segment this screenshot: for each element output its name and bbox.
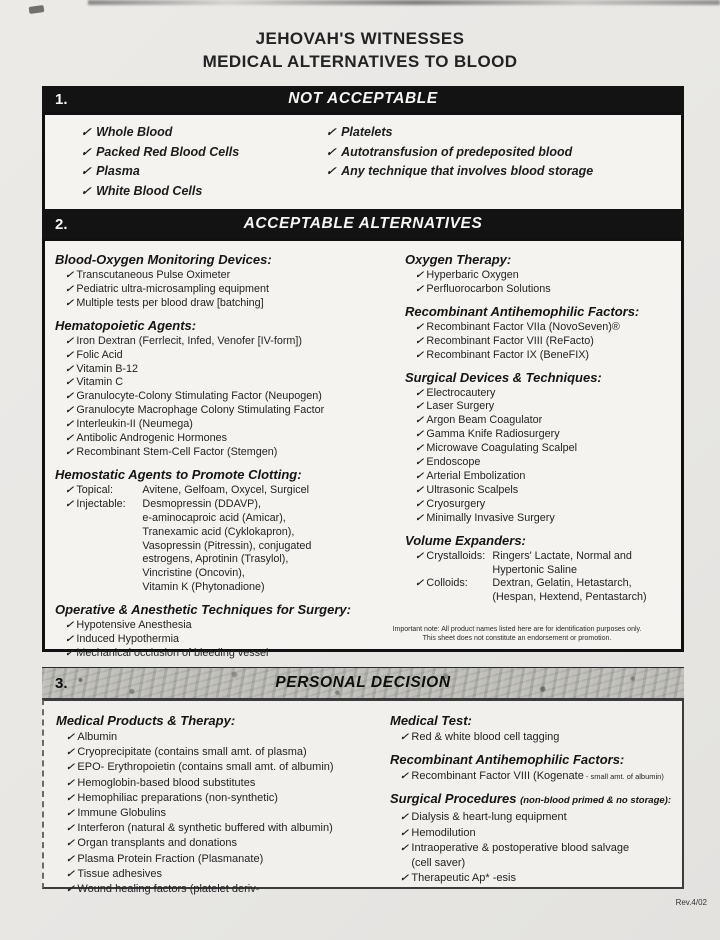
check-icon: ✓ xyxy=(64,484,75,496)
check-item xyxy=(65,390,401,404)
section1-title: NOT ACCEPTABLE xyxy=(288,90,438,107)
check-item xyxy=(65,498,401,595)
group-blood-oxygen-monitoring xyxy=(55,252,401,311)
item-text: Hypotensive Anesthesia xyxy=(76,619,192,632)
check-icon: ✓ xyxy=(64,433,75,445)
check-icon: ✓ xyxy=(414,578,425,590)
group-items xyxy=(405,321,673,363)
check-icon: ✓ xyxy=(64,419,75,431)
group-heading: Volume Expanders: xyxy=(405,532,526,548)
check-icon: ✓ xyxy=(325,125,338,139)
group-surgical-devices xyxy=(405,370,673,526)
group-heading: Medical Test: xyxy=(390,713,472,728)
check-item xyxy=(66,867,388,882)
item-text: Laser Surgery xyxy=(426,400,495,413)
item-line: (Hespan, Hextend, Pentastarch) xyxy=(492,591,647,604)
check-icon: ✓ xyxy=(325,144,338,159)
item-text xyxy=(492,550,632,578)
group-heading: Recombinant Antihemophilic Factors: xyxy=(390,752,625,768)
item-line: Intraoperative & postoperative blood salvage xyxy=(411,841,630,854)
item-text: Antibolic Androgenic Hormones xyxy=(76,432,228,445)
check-icon: ✓ xyxy=(414,270,425,281)
check-item xyxy=(66,836,388,851)
group-hemostatic-agents xyxy=(55,467,401,595)
important-note xyxy=(367,626,667,643)
group-heading: Surgical Devices & Techniques: xyxy=(405,369,602,385)
check-item xyxy=(66,791,388,806)
section2-left-column xyxy=(55,245,401,659)
check-icon: ✓ xyxy=(414,335,425,347)
item-text: Plasma Protein Fraction (Plasmanate) xyxy=(77,852,264,865)
item-text: Whole Blood xyxy=(96,125,173,139)
check-item xyxy=(326,123,681,143)
item-text: Vitamin B-12 xyxy=(76,362,139,375)
check-icon: ✓ xyxy=(65,777,76,789)
item-text: Red & white blood cell tagging xyxy=(411,731,560,743)
item-text xyxy=(411,841,629,871)
item-text: Hyperbaric Oxygen xyxy=(426,269,519,281)
check-icon: ✓ xyxy=(64,349,75,361)
important-note-line1: Important note: All product names listed here are for identification purposes only. xyxy=(392,626,642,633)
section-acceptable-alternatives xyxy=(42,210,684,659)
check-item xyxy=(66,776,388,791)
check-item xyxy=(326,143,681,163)
group-items xyxy=(55,484,401,595)
item-text: Recombinant Factor IX (BeneFIX) xyxy=(426,348,590,361)
group-recombinant-antihemophilic-pd xyxy=(390,752,674,784)
check-item xyxy=(66,882,388,897)
item-text: EPO- Erythropoietin (contains small amt. of albumin) xyxy=(77,761,334,774)
check-item xyxy=(66,745,388,760)
check-item xyxy=(65,446,401,460)
item-text: Cryosurgery xyxy=(426,497,486,510)
item-text: Perfluorocarbon Solutions xyxy=(426,282,551,295)
item-text: Immune Globulins xyxy=(77,807,167,820)
check-icon: ✓ xyxy=(64,391,75,403)
check-item xyxy=(415,283,673,297)
check-item xyxy=(65,432,401,446)
check-item xyxy=(65,633,401,647)
check-item xyxy=(415,456,673,470)
check-item xyxy=(326,162,681,182)
section-not-acceptable xyxy=(42,86,684,212)
item-text: Granulocyte-Colony Stimulating Factor (Neupogen) xyxy=(76,390,322,403)
group-items xyxy=(55,269,401,311)
group-operative-anesthetic xyxy=(55,602,401,661)
check-icon: ✓ xyxy=(64,634,75,646)
group-heading: Hemostatic Agents to Promote Clotting: xyxy=(55,466,302,482)
group-items xyxy=(390,730,674,745)
group-items xyxy=(55,619,401,661)
item-text: Autotransfusion of predeposited blood xyxy=(341,144,573,159)
section1-number: 1. xyxy=(55,90,68,108)
check-icon: ✓ xyxy=(65,792,76,804)
check-item xyxy=(65,418,401,432)
group-recombinant-antihemophilic xyxy=(405,304,673,363)
item-text: Platelets xyxy=(341,125,393,139)
item-line: Tranexamic acid (Cyklokapron), xyxy=(142,525,295,538)
group-heading: Operative & Anesthetic Techniques for Surgery: xyxy=(55,602,351,618)
check-item xyxy=(415,498,673,512)
check-item xyxy=(400,769,674,784)
group-heading: Hematopoietic Agents: xyxy=(55,317,197,333)
item-text: Electrocautery xyxy=(426,386,496,399)
check-item xyxy=(415,428,673,442)
check-item xyxy=(65,484,401,498)
check-icon: ✓ xyxy=(414,443,425,455)
check-icon: ✓ xyxy=(64,335,75,347)
group-items xyxy=(55,335,401,460)
section2-right-column xyxy=(401,245,673,649)
item-text: Minimally Invasive Surgery xyxy=(426,511,555,524)
check-item xyxy=(415,335,673,349)
check-icon: ✓ xyxy=(399,732,410,743)
check-icon: ✓ xyxy=(64,270,75,281)
item-text: Folic Acid xyxy=(76,348,123,361)
item-text: Endoscope xyxy=(426,456,481,469)
section3-box xyxy=(42,699,684,896)
page-title-line1: JEHOVAH'S WITNESSES xyxy=(255,29,465,48)
section2-number: 2. xyxy=(55,215,68,233)
page-title xyxy=(0,27,720,73)
check-item xyxy=(65,363,401,377)
item-label: Colloids: xyxy=(426,577,468,590)
item-text: Hemophiliac preparations (non-synthetic) xyxy=(77,791,278,804)
group-heading: Blood-Oxygen Monitoring Devices: xyxy=(55,252,272,267)
check-item xyxy=(65,619,401,633)
item-text: Wound healing factors (platelet deriv- xyxy=(77,883,260,896)
check-icon: ✓ xyxy=(64,405,75,417)
check-icon: ✓ xyxy=(414,387,425,399)
check-icon: ✓ xyxy=(414,401,425,413)
item-text: Therapeutic Ap* -esis xyxy=(411,872,516,885)
check-icon: ✓ xyxy=(65,808,76,820)
item-text: Avitene, Gelfoam, Oxycel, Surgicel xyxy=(142,483,310,496)
check-item xyxy=(415,512,673,526)
group-items xyxy=(56,730,388,897)
section1-column2 xyxy=(326,123,681,209)
item-line: Vitamin K (Phytonadione) xyxy=(142,581,265,594)
group-heading: Recombinant Antihemophilic Factors: xyxy=(405,303,640,319)
scan-smudge-top xyxy=(88,0,720,5)
check-item xyxy=(66,730,388,745)
check-item xyxy=(415,321,673,335)
group-medical-test xyxy=(390,713,674,745)
item-text: Tissue adhesives xyxy=(77,867,162,880)
check-icon: ✓ xyxy=(414,415,425,427)
check-item xyxy=(66,821,388,836)
item-text: Any technique that involves blood storage xyxy=(341,164,594,178)
section1-column1 xyxy=(81,123,326,209)
check-icon: ✓ xyxy=(399,873,410,885)
item-line: Desmopressin (DDAVP), xyxy=(142,497,261,510)
section1-box xyxy=(42,112,684,212)
check-icon: ✓ xyxy=(65,762,76,774)
section3-left-column xyxy=(56,706,388,896)
check-icon: ✓ xyxy=(64,363,75,375)
check-icon: ✓ xyxy=(399,812,410,824)
check-icon: ✓ xyxy=(64,297,75,309)
item-text: Cryoprecipitate (contains small amt. of plasma) xyxy=(77,746,307,759)
group-oxygen-therapy xyxy=(405,252,673,297)
section3-header-bar xyxy=(42,667,684,699)
item-text: Interferon (natural & synthetic buffered with albumin) xyxy=(77,822,333,835)
check-icon: ✓ xyxy=(65,868,76,880)
item-line: Vincristine (Oncovin), xyxy=(142,567,245,580)
check-icon: ✓ xyxy=(399,842,410,854)
check-icon: ✓ xyxy=(65,732,76,743)
item-text: Transcutaneous Pulse Oximeter xyxy=(76,269,231,281)
important-note-line2: This sheet does not constitute an endorsement or promotion. xyxy=(422,634,612,642)
check-icon: ✓ xyxy=(414,321,425,333)
check-icon: ✓ xyxy=(65,747,76,759)
item-text: Ultrasonic Scalpels xyxy=(426,483,519,496)
check-icon: ✓ xyxy=(414,550,425,562)
check-item xyxy=(81,162,326,182)
item-label: Topical: xyxy=(76,483,113,496)
check-icon: ✓ xyxy=(399,771,410,783)
check-item xyxy=(415,269,673,283)
check-item xyxy=(66,760,388,775)
item-text: Gamma Knife Radiosurgery xyxy=(426,428,560,441)
check-item xyxy=(65,349,401,363)
check-item xyxy=(415,387,673,401)
check-item xyxy=(400,826,674,841)
item-text: Organ transplants and donations xyxy=(77,837,237,850)
check-item xyxy=(415,400,673,414)
check-item xyxy=(415,414,673,428)
item-text xyxy=(142,498,311,595)
check-icon: ✓ xyxy=(65,823,76,835)
check-icon: ✓ xyxy=(65,853,76,865)
scan-mark-corner xyxy=(29,5,45,14)
check-item xyxy=(65,376,401,390)
group-medical-products-therapy xyxy=(56,713,388,897)
group-items xyxy=(405,387,673,526)
group-items xyxy=(405,550,673,606)
group-heading: Medical Products & Therapy: xyxy=(56,713,236,728)
group-hematopoietic-agents xyxy=(55,318,401,460)
item-text: Dialysis & heart-lung equipment xyxy=(411,811,567,824)
check-item xyxy=(65,647,401,661)
group-heading-qualifier: (non-blood primed & no storage): xyxy=(520,795,671,807)
item-text: White Blood Cells xyxy=(96,183,203,198)
check-item xyxy=(65,335,401,349)
item-label: Crystalloids: xyxy=(426,549,486,562)
item-small-text: - small amt. of albumin) xyxy=(583,772,664,782)
section3-number: 3. xyxy=(55,674,68,692)
item-label: Injectable: xyxy=(76,497,126,510)
check-item xyxy=(415,442,673,456)
item-line: (cell saver) xyxy=(411,857,466,870)
check-icon: ✓ xyxy=(414,470,425,482)
group-volume-expanders xyxy=(405,533,673,606)
check-icon: ✓ xyxy=(64,377,75,389)
check-icon: ✓ xyxy=(64,620,75,632)
check-icon: ✓ xyxy=(414,429,425,441)
item-text: Vitamin C xyxy=(76,376,123,389)
group-items xyxy=(390,810,674,886)
item-text: Albumin xyxy=(77,731,118,743)
check-icon: ✓ xyxy=(414,457,425,469)
item-text: Recombinant Factor VIIa (NovoSeven)® xyxy=(426,320,620,333)
check-item xyxy=(400,730,674,745)
check-icon: ✓ xyxy=(80,144,93,159)
section1-header-bar xyxy=(42,86,684,112)
check-item xyxy=(415,470,673,484)
check-item xyxy=(400,810,674,825)
item-text: Mechanical occlusion of bleeding vessel xyxy=(76,646,269,659)
check-item xyxy=(65,269,401,283)
item-text: Plasma xyxy=(96,164,140,178)
item-text: Recombinant Stem-Cell Factor (Stemgen) xyxy=(76,445,278,458)
check-icon: ✓ xyxy=(80,125,93,139)
check-item xyxy=(66,852,388,867)
check-icon: ✓ xyxy=(64,283,75,295)
group-items xyxy=(390,769,674,784)
check-item xyxy=(66,806,388,821)
section3-title: PERSONAL DECISION xyxy=(275,674,451,691)
check-icon: ✓ xyxy=(399,827,410,839)
item-text: Interleukin-II (Neumega) xyxy=(76,418,193,431)
section2-header-bar xyxy=(42,210,684,238)
item-text: Induced Hypothermia xyxy=(76,633,180,646)
item-text xyxy=(492,577,646,605)
group-items xyxy=(405,269,673,297)
item-text: Recombinant Factor VIII (ReFacto) xyxy=(426,334,594,347)
check-icon: ✓ xyxy=(325,164,338,178)
check-item xyxy=(415,484,673,498)
item-text: Arterial Embolization xyxy=(426,469,526,482)
check-icon: ✓ xyxy=(65,884,76,896)
item-text: Multiple tests per blood draw [batching] xyxy=(76,296,264,309)
check-item xyxy=(415,349,673,363)
item-text: Packed Red Blood Cells xyxy=(96,144,240,159)
item-text: Argon Beam Coagulator xyxy=(426,414,543,427)
check-item xyxy=(415,577,673,605)
section3-right-column xyxy=(388,706,674,887)
revision-label: Rev.4/02 xyxy=(675,898,707,907)
section-personal-decision xyxy=(42,667,684,896)
item-text: Hemodilution xyxy=(411,826,476,839)
item-text: Recombinant Factor VIII (Kogenate - small amt. of albumin) xyxy=(411,770,664,783)
check-icon: ✓ xyxy=(64,446,75,458)
page-title-line2: MEDICAL ALTERNATIVES TO BLOOD xyxy=(202,52,518,71)
group-heading xyxy=(390,791,674,808)
item-text: Microwave Coagulating Scalpel xyxy=(426,442,578,455)
item-line: e-aminocaproic acid (Amicar), xyxy=(142,511,286,524)
item-line: Vasopressin (Pitressin), conjugated xyxy=(142,539,312,552)
check-icon: ✓ xyxy=(414,512,425,524)
group-heading: Oxygen Therapy: xyxy=(405,252,512,267)
check-item xyxy=(81,123,326,143)
item-text: Hemoglobin-based blood substitutes xyxy=(77,776,256,789)
check-item xyxy=(65,283,401,297)
check-icon: ✓ xyxy=(80,164,93,178)
check-icon: ✓ xyxy=(64,647,75,659)
item-text: Pediatric ultra-microsampling equipment xyxy=(76,282,270,295)
item-line: estrogens, Aprotinin (Trasylol), xyxy=(142,553,289,566)
check-item xyxy=(81,182,326,202)
group-surgical-procedures xyxy=(390,791,674,886)
item-line: Hypertonic Saline xyxy=(492,563,578,576)
section2-box xyxy=(42,238,684,659)
item-line: Ringers' Lactate, Normal and xyxy=(492,549,632,562)
check-icon: ✓ xyxy=(414,283,425,295)
check-icon: ✓ xyxy=(414,349,425,361)
check-item xyxy=(81,143,326,163)
check-item xyxy=(400,841,674,871)
check-item xyxy=(400,871,674,886)
check-icon: ✓ xyxy=(414,498,425,510)
check-item xyxy=(65,297,401,311)
group-heading-main: Surgical Procedures xyxy=(390,791,521,807)
item-text: Iron Dextran (Ferrlecit, Infed, Venofer [IV-form]) xyxy=(76,334,303,347)
check-icon: ✓ xyxy=(65,838,76,850)
check-item xyxy=(415,550,673,578)
item-line: Dextran, Gelatin, Hetastarch, xyxy=(492,577,632,590)
item-text: Granulocyte Macrophage Colony Stimulating Factor xyxy=(76,404,325,417)
check-icon: ✓ xyxy=(414,484,425,496)
check-icon: ✓ xyxy=(80,183,93,198)
check-item xyxy=(65,404,401,418)
section2-title: ACCEPTABLE ALTERNATIVES xyxy=(243,215,483,232)
check-icon: ✓ xyxy=(64,498,75,510)
